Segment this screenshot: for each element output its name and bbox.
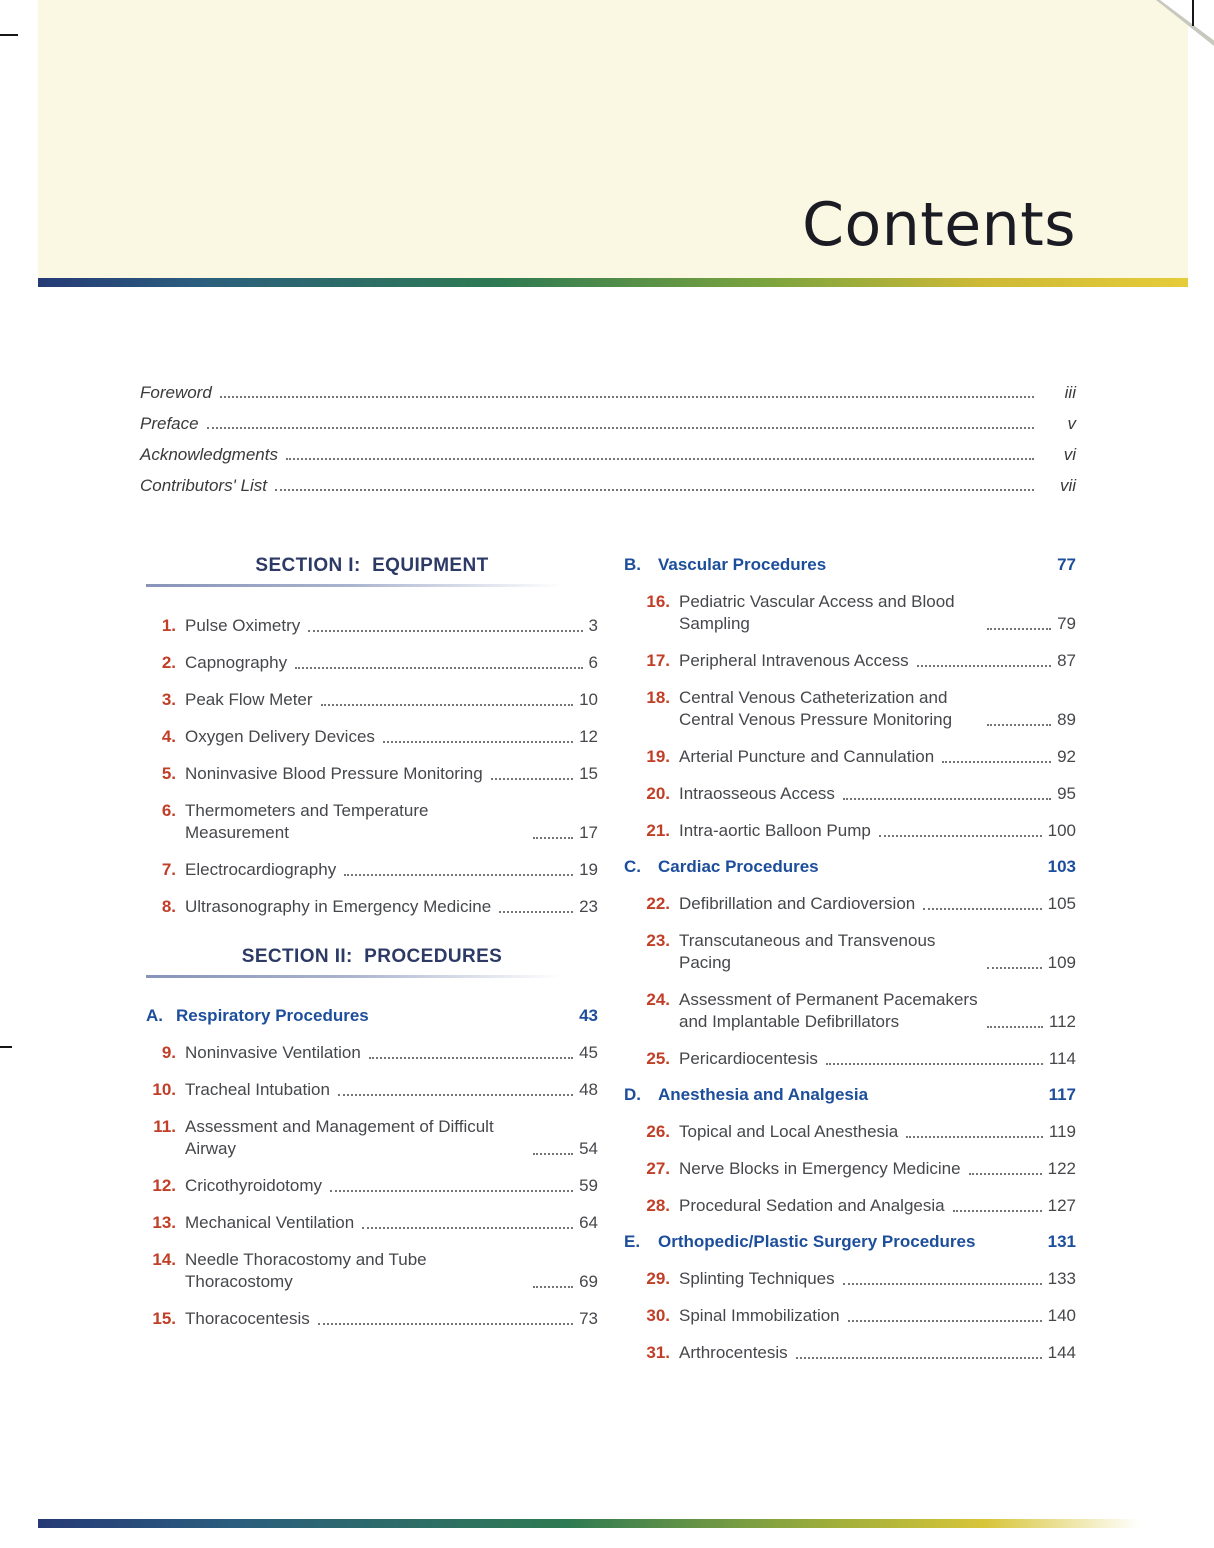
dot-leader (923, 908, 1041, 910)
entry-page: 10 (579, 690, 598, 709)
heading-underline (146, 975, 598, 978)
page-corner-fold (1156, 0, 1214, 46)
toc-entry (146, 726, 598, 748)
entry-title: Assessment of Permanent Pacemakers and Implantable Defibrillators (679, 990, 978, 1031)
toc-entry (624, 1048, 1076, 1070)
toc-entry (146, 800, 598, 844)
toc-entry (146, 1308, 598, 1330)
subsection-page: 43 (579, 1006, 598, 1025)
entry-page: 17 (579, 823, 598, 842)
toc-column-right (624, 545, 1076, 1379)
dot-leader (987, 628, 1051, 630)
crop-mark-mid-left (0, 1046, 12, 1048)
dot-leader (987, 1026, 1043, 1028)
subsection-letter: D. (624, 1085, 641, 1104)
entry-number: 25. (646, 1049, 670, 1068)
entry-page: 87 (1057, 651, 1076, 670)
front-matter-row (140, 475, 1076, 496)
entry-number: 11. (153, 1117, 176, 1136)
dot-leader (843, 1283, 1042, 1285)
entry-page: 114 (1048, 1049, 1076, 1068)
entry-title: Assessment and Management of Difficult Airway (185, 1117, 494, 1158)
entry-page: 109 (1047, 953, 1076, 972)
dot-leader (220, 396, 1034, 398)
toc-entry (146, 1249, 598, 1293)
front-matter-page: vi (1063, 445, 1076, 464)
section-heading-procedures: SECTION II: PROCEDURES (241, 946, 503, 967)
dot-leader (826, 1063, 1043, 1065)
subsection-title: Respiratory Procedures (176, 1006, 369, 1025)
dot-leader (953, 1210, 1042, 1212)
entry-page: 48 (579, 1080, 598, 1099)
front-matter-page: iii (1064, 383, 1076, 402)
entry-title: Tracheal Intubation (185, 1080, 330, 1099)
toc-entry (624, 989, 1076, 1033)
page-title: Contents (802, 190, 1076, 260)
dot-leader (330, 1190, 573, 1192)
entry-title: Central Venous Catheterization and Central Venous Pressure Monitoring (679, 688, 953, 729)
dot-leader (942, 761, 1051, 763)
entry-number: 21. (646, 821, 670, 840)
toc-entry (146, 859, 598, 881)
dot-leader (533, 1153, 573, 1155)
entry-number: 4. (161, 727, 176, 746)
gradient-divider-bottom (38, 1519, 1140, 1528)
crop-mark-top-left (0, 34, 18, 36)
entry-title: Arterial Puncture and Cannulation (679, 747, 935, 766)
toc-entry (624, 820, 1076, 842)
entry-number: 19. (646, 747, 670, 766)
entry-title: Ultrasonography in Emergency Medicine (185, 897, 492, 916)
entry-title: Arthrocentesis (679, 1343, 788, 1362)
entry-title: Mechanical Ventilation (185, 1213, 355, 1232)
subsection-orthopedic (624, 1232, 1076, 1252)
entry-page: 6 (588, 653, 598, 672)
entry-page: 127 (1047, 1196, 1076, 1215)
entry-number: 6. (161, 801, 176, 820)
subsection-title: Anesthesia and Analgesia (658, 1085, 869, 1104)
entry-number: 7. (161, 860, 176, 879)
toc-entry (624, 783, 1076, 805)
entry-page: 69 (579, 1272, 598, 1291)
dot-leader (295, 667, 582, 669)
dot-leader (969, 1173, 1042, 1175)
dot-leader (879, 835, 1042, 837)
subsection-page: 117 (1048, 1085, 1076, 1104)
toc-entry (146, 1079, 598, 1101)
dot-leader (987, 724, 1051, 726)
toc-columns (146, 545, 1076, 1379)
front-matter-page: v (1067, 414, 1076, 433)
toc-entry (146, 615, 598, 637)
entry-title: Noninvasive Ventilation (185, 1043, 361, 1062)
entry-page: 133 (1047, 1269, 1076, 1288)
entry-title: Oxygen Delivery Devices (185, 727, 375, 746)
toc-entry (146, 1175, 598, 1197)
entry-number: 20. (646, 784, 670, 803)
toc-entry (146, 763, 598, 785)
dot-leader (321, 704, 574, 706)
front-matter-row (140, 413, 1076, 434)
entry-page: 79 (1057, 614, 1076, 633)
toc-entry (624, 1268, 1076, 1290)
title-banner (38, 0, 1188, 278)
toc-entry (146, 652, 598, 674)
gradient-divider-top (38, 278, 1188, 287)
subsection-vascular (624, 555, 1076, 575)
entry-page: 23 (579, 897, 598, 916)
entry-title: Intraosseous Access (679, 784, 835, 803)
subsection-page: 131 (1047, 1232, 1076, 1251)
front-matter-title: Acknowledgments (140, 445, 278, 464)
entry-title: Topical and Local Anesthesia (679, 1122, 899, 1141)
entry-number: 30. (646, 1306, 670, 1325)
toc-entry (146, 1212, 598, 1234)
toc-entry (146, 689, 598, 711)
toc-column-left (146, 545, 598, 1379)
entry-number: 16. (646, 592, 670, 611)
entry-page: 59 (579, 1176, 598, 1195)
front-matter-page: vii (1059, 476, 1076, 495)
entry-title: Thoracocentesis (185, 1309, 310, 1328)
dot-leader (848, 1320, 1042, 1322)
toc-entry (146, 1042, 598, 1064)
dot-leader (318, 1323, 573, 1325)
dot-leader (344, 874, 573, 876)
front-matter-list (140, 382, 1076, 506)
entry-title: Spinal Immobilization (679, 1306, 840, 1325)
toc-entry (624, 893, 1076, 915)
entry-title: Nerve Blocks in Emergency Medicine (679, 1159, 961, 1178)
entry-page: 54 (579, 1139, 598, 1158)
subsection-cardiac (624, 857, 1076, 877)
toc-entry (624, 1342, 1076, 1364)
front-matter-row (140, 444, 1076, 465)
entry-title: Procedural Sedation and Analgesia (679, 1196, 945, 1215)
subsection-anesthesia (624, 1085, 1076, 1105)
subsection-letter: E. (624, 1232, 641, 1251)
entry-title: Pericardiocentesis (679, 1049, 818, 1068)
subsection-letter: B. (624, 555, 641, 574)
dot-leader (796, 1357, 1042, 1359)
entry-title: Intra-aortic Balloon Pump (679, 821, 871, 840)
entry-page: 64 (579, 1213, 598, 1232)
subsection-page: 77 (1057, 555, 1076, 574)
entry-number: 18. (646, 688, 670, 707)
entry-number: 3. (161, 690, 176, 709)
subsection-letter: A. (146, 1006, 163, 1025)
entry-page: 122 (1047, 1159, 1076, 1178)
dot-leader (987, 967, 1042, 969)
crop-mark-top-right (1192, 0, 1194, 26)
front-matter-title: Foreword (140, 383, 212, 402)
entry-number: 5. (161, 764, 176, 783)
entry-page: 3 (588, 616, 598, 635)
subsection-title: Orthopedic/Plastic Surgery Procedures (658, 1232, 976, 1251)
entry-title: Electrocardiography (185, 860, 337, 879)
entry-title: Pulse Oximetry (185, 616, 301, 635)
dot-leader (369, 1057, 573, 1059)
toc-entry (624, 650, 1076, 672)
toc-entry (146, 896, 598, 918)
dot-leader (362, 1227, 573, 1229)
entry-page: 15 (579, 764, 598, 783)
dot-leader (906, 1136, 1043, 1138)
toc-entry (624, 930, 1076, 974)
entry-number: 15. (152, 1309, 176, 1328)
entry-title: Pediatric Vascular Access and Blood Sampling (679, 592, 955, 633)
dot-leader (286, 458, 1034, 460)
entry-title: Splinting Techniques (679, 1269, 835, 1288)
toc-entry (624, 1121, 1076, 1143)
dot-leader (308, 630, 582, 632)
toc-entry (624, 746, 1076, 768)
entry-number: 14. (152, 1250, 176, 1269)
front-matter-row (140, 382, 1076, 403)
dot-leader (491, 778, 573, 780)
subsection-letter: C. (624, 857, 641, 876)
subsection-page: 103 (1047, 857, 1076, 876)
entry-number: 10. (152, 1080, 176, 1099)
entry-title: Peak Flow Meter (185, 690, 313, 709)
front-matter-title: Contributors' List (140, 476, 268, 495)
front-matter-title: Preface (140, 414, 199, 433)
entry-page: 112 (1048, 1012, 1076, 1031)
entry-page: 95 (1057, 784, 1076, 803)
entry-page: 144 (1047, 1343, 1076, 1362)
subsection-respiratory (146, 1006, 598, 1026)
entry-number: 13. (152, 1213, 176, 1232)
entry-page: 89 (1057, 710, 1076, 729)
entry-title: Defibrillation and Cardioversion (679, 894, 916, 913)
entry-title: Peripheral Intravenous Access (679, 651, 909, 670)
entry-number: 12. (152, 1176, 176, 1195)
entry-number: 23. (646, 931, 670, 950)
dot-leader (275, 489, 1034, 491)
entry-page: 119 (1048, 1122, 1076, 1141)
entry-title: Thermometers and Temperature Measurement (185, 801, 429, 842)
entry-title: Cricothyroidotomy (185, 1176, 322, 1195)
entry-number: 22. (646, 894, 670, 913)
entry-page: 73 (579, 1309, 598, 1328)
entry-number: 24. (646, 990, 670, 1009)
toc-entry (624, 1305, 1076, 1327)
subsection-title: Cardiac Procedures (658, 857, 819, 876)
dot-leader (843, 798, 1051, 800)
entry-number: 9. (161, 1043, 176, 1062)
entry-title: Transcutaneous and Transvenous Pacing (679, 931, 936, 972)
entry-number: 27. (646, 1159, 670, 1178)
entry-title: Capnography (185, 653, 288, 672)
heading-underline (146, 584, 598, 587)
dot-leader (383, 741, 573, 743)
subsection-title: Vascular Procedures (658, 555, 827, 574)
toc-entry (624, 1158, 1076, 1180)
entry-number: 17. (646, 651, 670, 670)
section-heading-equipment: SECTION I: EQUIPMENT (255, 555, 489, 576)
entry-page: 45 (579, 1043, 598, 1062)
entry-number: 2. (161, 653, 176, 672)
dot-leader (917, 665, 1051, 667)
entry-page: 140 (1047, 1306, 1076, 1325)
entry-page: 12 (579, 727, 598, 746)
entry-number: 8. (161, 897, 176, 916)
entry-page: 92 (1057, 747, 1076, 766)
toc-entry (624, 591, 1076, 635)
toc-entry (624, 687, 1076, 731)
toc-entry (146, 1116, 598, 1160)
entry-title: Noninvasive Blood Pressure Monitoring (185, 764, 483, 783)
entry-number: 31. (646, 1343, 670, 1362)
dot-leader (207, 427, 1034, 429)
entry-number: 26. (646, 1122, 670, 1141)
dot-leader (338, 1094, 573, 1096)
entry-title: Needle Thoracostomy and Tube Thoracostomy (185, 1250, 427, 1291)
entry-number: 28. (646, 1196, 670, 1215)
entry-page: 105 (1047, 894, 1076, 913)
entry-number: 1. (161, 616, 176, 635)
entry-page: 100 (1047, 821, 1076, 840)
dot-leader (533, 837, 573, 839)
entry-number: 29. (646, 1269, 670, 1288)
entry-page: 19 (579, 860, 598, 879)
dot-leader (499, 911, 573, 913)
toc-entry (624, 1195, 1076, 1217)
dot-leader (533, 1286, 573, 1288)
